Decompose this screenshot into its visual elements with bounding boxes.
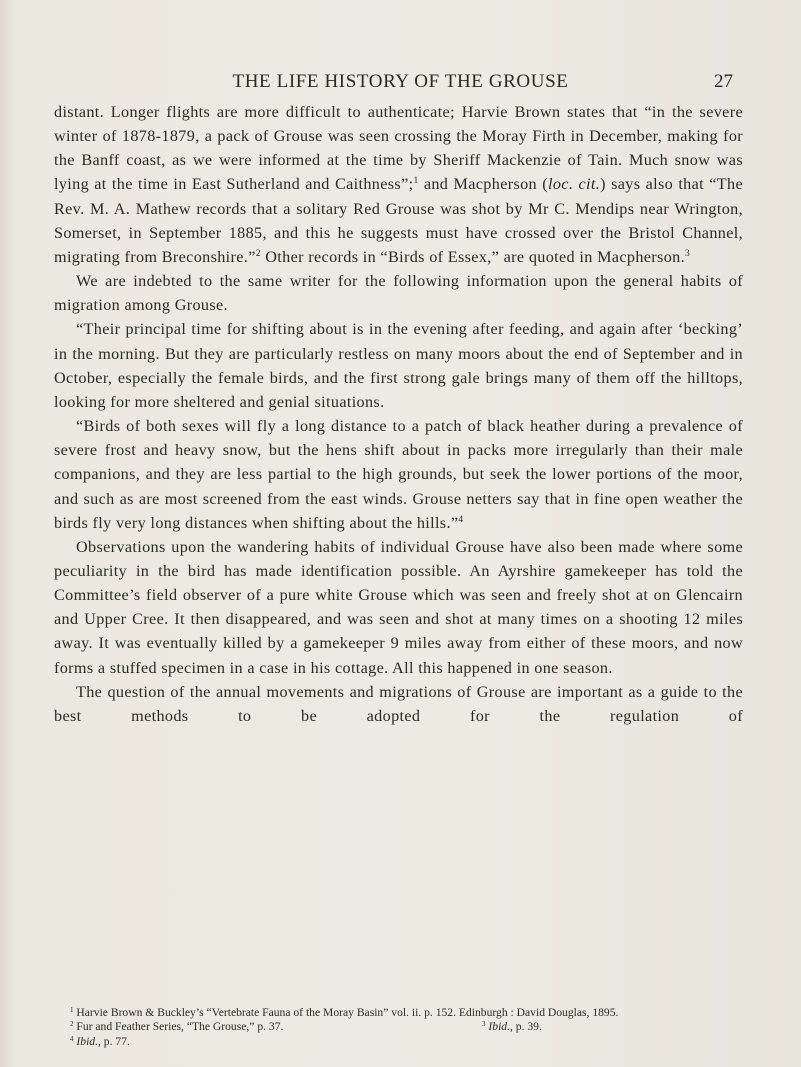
- footnote-4-text: , p. 77.: [97, 1034, 130, 1048]
- page-number: 27: [714, 71, 733, 92]
- running-title: THE LIFE HISTORY OF THE GROUSE: [232, 71, 569, 92]
- footnote-row-2-3: [54, 1020, 743, 1034]
- paragraph-1: [54, 100, 743, 269]
- paragraph-1-text-d: Other records in “Birds of Essex,” are quoted in Macpherson.: [260, 247, 685, 266]
- paragraph-5: Observations upon the wandering habits of individual Grouse have also been made where some peculiarity in the bird has made identification possible. An Ayrshire gamekeeper has told the Committee’s field observer of a pure white Grouse which was seen and freely shot at on Glencairn and Upper Cree. It then disappeared, and was seen and shot at many times on a shooting 12 miles away. It was eventually killed by a gamekeeper 9 miles away from either of these moors, and now forms a stuffed specimen in a case in his cottage. All this happened in one season.: [54, 537, 743, 677]
- paragraph-1-text-b: and Macpherson (: [418, 175, 548, 194]
- footnote-ref-1: 1: [413, 176, 419, 187]
- footnote-2-text: Fur and Feather Series, “The Grouse,” p. 37.: [73, 1020, 284, 1034]
- footnote-ref-4: 4: [458, 514, 464, 525]
- footnote-3-ibid: Ibid.: [488, 1020, 510, 1034]
- footnote-4-number: 4: [70, 1034, 74, 1043]
- footnote-1-number: 1: [70, 1006, 74, 1014]
- paragraph-1-text-a: distant. Longer flights are more difficult to authenticate; Harvie Brown states that “in the severe winter of 1878-1879, a pack of Grouse was seen crossing the Moray Firth in December, making for the Banff coast, as we were informed at the time by Sheriff Mackenzie of Tain. Much snow was lying at the time in East Sutherland and Caithness”;: [54, 103, 743, 194]
- paragraph-4-text: “Birds of both sexes will fly a long distance to a patch of black heather during a prevalence of severe frost and heavy snow, but the hens shift about in packs more irregularly than their male companions, and they are less partial to the high grounds, but seek the lower portions of the moor, and such as are most screened from the east winds. Grouse netters say that in fine open weather the birds fly very long distances when shifting about the hills.”: [54, 417, 743, 532]
- footnote-3: [482, 1020, 542, 1034]
- footnote-1-text: Harvie Brown & Buckley’s “Vertebrate Fauna of the Moray Basin” vol. ii. p. 152. Edinburgh : David Douglas, 1895.: [73, 1006, 619, 1019]
- paragraph-6: The question of the annual movements and migrations of Grouse are important as a guide to the best methods to be adopted for the regulation of: [54, 682, 743, 725]
- body-text: [54, 100, 743, 728]
- footnote-4-ibid: Ibid.: [76, 1034, 98, 1048]
- paragraph-4: [54, 414, 743, 535]
- running-header: [60, 71, 741, 97]
- footnote-1: [54, 1006, 743, 1020]
- footnote-2-number: 2: [70, 1020, 74, 1029]
- footnote-ref-3: 3: [684, 248, 691, 259]
- paragraph-2: We are indebted to the same writer for the following information upon the general habits of migration among Grouse.: [54, 272, 743, 315]
- footnote-3-number: 3: [482, 1020, 486, 1029]
- paragraph-1-text-c: ) says also that “The Rev. M. A. Mathew records that a solitary Red Grouse was shot by Mr C. Mendips near Wrington, Somerset, in September 1885, and this he suggests must have crossed over the Bristol Channel, migrating from Breconshire.”: [54, 175, 743, 266]
- footnote-3-text: , p. 39.: [509, 1020, 542, 1034]
- footnote-2: [70, 1020, 283, 1034]
- footnote-ref-2: 2: [255, 248, 261, 259]
- footnote-4: [54, 1035, 743, 1049]
- paragraph-1-citation: loc. cit.: [548, 175, 601, 194]
- paragraph-3: “Their principal time for shifting about is in the evening after feeding, and again after ‘becking’ in the morning. But they are particularly restless on many moors about the end of September and in October, especially the female birds, and the first strong gale brings many of them off the hilltops, looking for more sheltered and genial situations.: [54, 320, 743, 411]
- footnotes: [54, 1006, 743, 1049]
